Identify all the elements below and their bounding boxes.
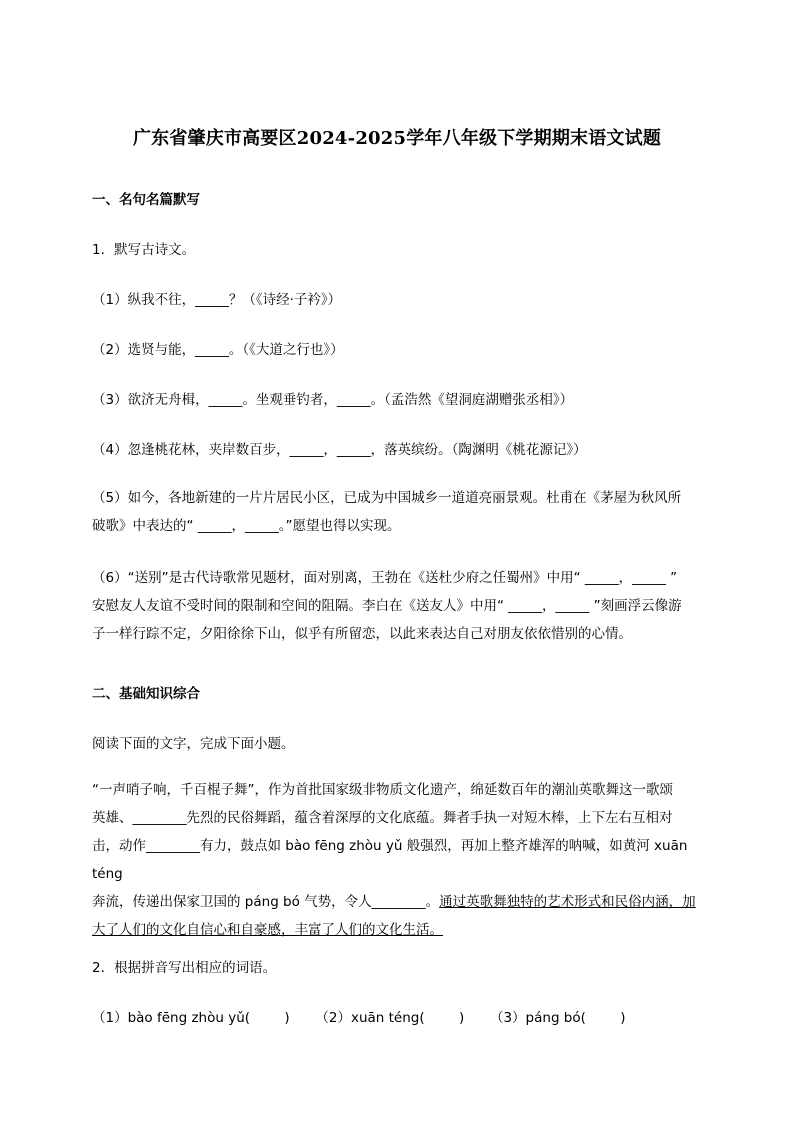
text-line <box>92 916 704 944</box>
question-2-items: （1）bào fēng zhòu yǔ( ) （2）xuān téng( ) （3）páng bó( ) <box>92 1010 626 1026</box>
question-1-item-3: （3）欲济无舟楫，_____。坐观垂钓者，_____。（孟浩然《望洞庭湖赠张丞相》） <box>92 392 574 408</box>
page-title: 广东省肇庆市高要区2024-2025学年八年级下学期期末语文试题 <box>132 128 662 149</box>
text-line: 安慰友人友谊不受时间的限制和空间的阻隔。李白在《送友人》中用“ _____，_____ ”刻画浮云像游 <box>92 598 682 614</box>
reading-intro: 阅读下面的文字，完成下面小题。 <box>92 736 295 752</box>
question-1-item-2: （2）选贤与能，_____。（《大道之行也》） <box>92 342 344 358</box>
text-line: （5）如今，各地新建的一片片居民小区，已成为中国城乡一道道亮丽景观。杜甫在《茅屋为秋风所 <box>92 490 682 506</box>
section-heading-1: 一、名句名篇默写 <box>92 192 200 208</box>
question-1-item-4: （4）忽逢桃花林，夹岸数百步，_____，_____，落英缤纷。（陶渊明《桃花源记》） <box>92 442 587 458</box>
reading-passage <box>92 776 704 944</box>
text-line: “一声哨子响，千百棍子舞”，作为首批国家级非物质文化遗产，绵延数百年的潮汕英歌舞这一歌颂 <box>92 782 673 798</box>
question-1-item-5 <box>92 484 704 540</box>
question-2-stem: 2．根据拼音写出相应的词语。 <box>92 960 277 976</box>
text-line: 英雄、________先烈的民俗舞蹈，蕴含着深厚的文化底蕴。舞者手执一对短木棒，上下左右互相对 <box>92 810 673 826</box>
underlined-sentence-cont: 大了人们的文化自信心和自豪感，丰富了人们的文化生活。 <box>92 922 443 938</box>
question-1-stem: 1．默写古诗文。 <box>92 242 196 258</box>
section-heading-2: 二、基础知识综合 <box>92 686 200 702</box>
text-line: 子一样行踪不定，夕阳徐徐下山，似乎有所留恋，以此来表达自己对朋友依依惜别的心情。 <box>92 626 632 642</box>
passage-text: 奔流，传递出保家卫国的 páng bó 气势，令人________。 <box>92 894 440 910</box>
text-line: 击，动作________有力，鼓点如 bào fēng zhòu yǔ 般强烈，再加上整齐雄浑的呐喊，如黄河 xuān téng <box>92 838 688 882</box>
text-line: 破歌》中表达的“ _____，_____。”愿望也得以实现。 <box>92 518 401 534</box>
text-line <box>92 888 704 916</box>
text-line: （6）“送别”是古代诗歌常见题材，面对别离，王勃在《送杜少府之任蜀州》中用“ _____，_____ ” <box>92 570 678 586</box>
question-1-item-6 <box>92 564 704 648</box>
underlined-sentence: 通过英歌舞独特的艺术形式和民俗内涵，加 <box>439 894 696 910</box>
question-1-item-1: （1）纵我不往，_____？（《诗经·子衿》） <box>92 292 342 308</box>
